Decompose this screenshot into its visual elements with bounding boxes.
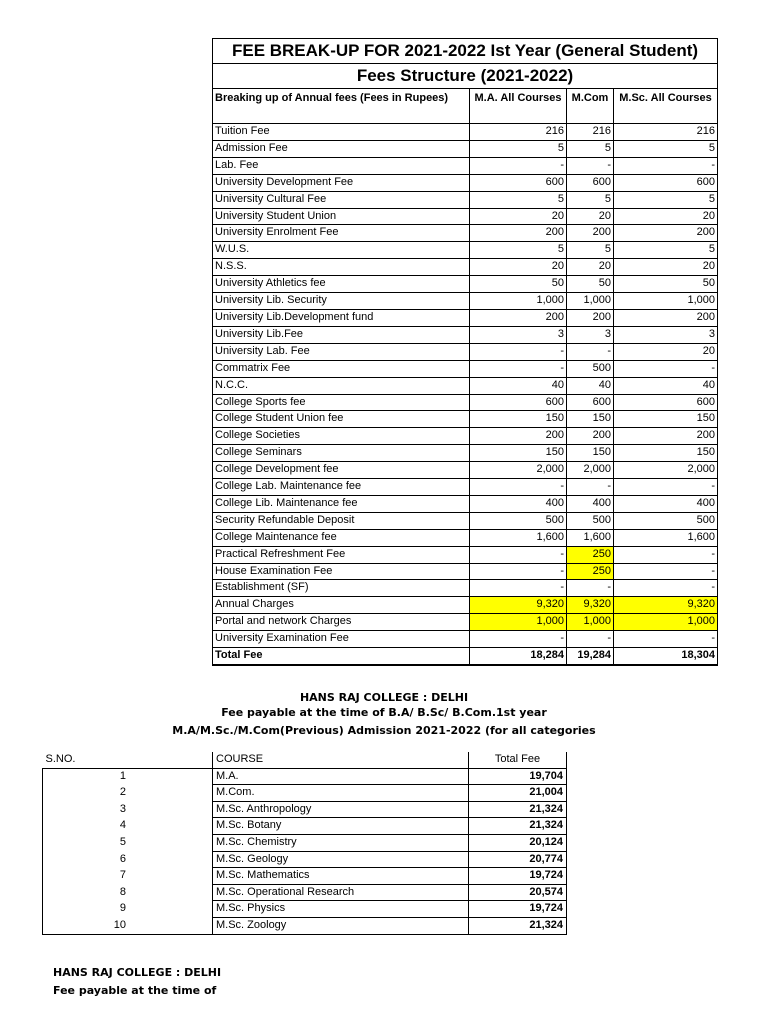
fee-msc-value: 2,000 <box>614 462 718 479</box>
fee-msc-value: - <box>614 563 718 580</box>
fee-ma-value: 216 <box>470 124 567 141</box>
course-sno: 6 <box>43 851 213 868</box>
fee-item-label: Admission Fee <box>213 140 470 157</box>
fee-mcom-value: 20 <box>567 208 614 225</box>
college-name: HANS RAJ COLLEGE : DELHI <box>299 691 469 704</box>
fee-msc-value: 40 <box>614 377 718 394</box>
fee-mcom-value: 250 <box>567 546 614 563</box>
fee-msc-value: - <box>614 479 718 496</box>
fee-mcom-value: 1,600 <box>567 529 614 546</box>
fee-item-label: University Cultural Fee <box>213 191 470 208</box>
fee-row <box>213 428 718 445</box>
course-total-fee: 19,704 <box>469 768 567 785</box>
fee-row <box>213 512 718 529</box>
fee-msc-value: 9,320 <box>614 597 718 614</box>
course-name: M.Com. <box>213 785 469 802</box>
fee-ma-value: - <box>470 157 567 174</box>
fee-row <box>213 343 718 360</box>
course-total-fee: 19,724 <box>469 901 567 918</box>
course-rows <box>43 768 567 934</box>
fee-row <box>213 631 718 648</box>
fee-table-title: FEE BREAK-UP FOR 2021-2022 Ist Year (General Student) <box>213 39 718 64</box>
fee-ma-value: - <box>470 563 567 580</box>
fee-ma-value: 200 <box>470 309 567 326</box>
fee-ma-value: 50 <box>470 276 567 293</box>
fee-row <box>213 614 718 631</box>
fee-ma-value: 20 <box>470 208 567 225</box>
header-breakup: Breaking up of Annual fees (Fees in Rupees) <box>213 89 470 124</box>
course-fee-table <box>42 752 567 935</box>
fee-msc-value: 50 <box>614 276 718 293</box>
fee-item-label: University Examination Fee <box>213 631 470 648</box>
fee-mcom-value: 216 <box>567 124 614 141</box>
fee-row <box>213 377 718 394</box>
fee-row <box>213 326 718 343</box>
course-name: M.Sc. Geology <box>213 851 469 868</box>
footer-fee-payable: Fee payable at the time of <box>53 984 217 997</box>
fee-msc-value: 600 <box>614 394 718 411</box>
fee-ma-value: 1,000 <box>470 614 567 631</box>
fee-ma-value: - <box>470 546 567 563</box>
fee-row <box>213 411 718 428</box>
fee-ma-value: 500 <box>470 512 567 529</box>
course-name: M.A. <box>213 768 469 785</box>
fee-mcom-value: 3 <box>567 326 614 343</box>
course-sno: 7 <box>43 868 213 885</box>
fee-row <box>213 208 718 225</box>
fee-ma-value: 5 <box>470 191 567 208</box>
fee-ma-value: 600 <box>470 394 567 411</box>
fee-table-subtitle: Fees Structure (2021-2022) <box>213 64 718 89</box>
fee-mcom-value: 400 <box>567 495 614 512</box>
fee-msc-value: 500 <box>614 512 718 529</box>
fee-breakup-table <box>212 38 718 666</box>
course-total-fee: 21,324 <box>469 917 567 934</box>
fee-row <box>213 563 718 580</box>
fee-item-label: College Sports fee <box>213 394 470 411</box>
fee-ma-value: 9,320 <box>470 597 567 614</box>
fee-mcom-value: - <box>567 479 614 496</box>
course-row <box>43 785 567 802</box>
fee-item-label: University Development Fee <box>213 174 470 191</box>
fee-item-label: College Lib. Maintenance fee <box>213 495 470 512</box>
fee-ma-value: 40 <box>470 377 567 394</box>
fee-row <box>213 225 718 242</box>
fee-msc-value: 20 <box>614 259 718 276</box>
fee-mcom-value: 150 <box>567 411 614 428</box>
header-course: COURSE <box>213 752 469 768</box>
fee-mcom-value: 1,000 <box>567 614 614 631</box>
course-row <box>43 884 567 901</box>
total-mcom: 19,284 <box>567 648 614 665</box>
fee-row <box>213 191 718 208</box>
fee-msc-value: 1,600 <box>614 529 718 546</box>
fee-mcom-value: 200 <box>567 428 614 445</box>
total-label: Total Fee <box>213 648 470 665</box>
header-ma: M.A. All Courses <box>470 89 567 124</box>
fee-row <box>213 360 718 377</box>
fee-item-label: University Enrolment Fee <box>213 225 470 242</box>
header-total-fee: Total Fee <box>469 752 567 768</box>
fee-mcom-value: 5 <box>567 191 614 208</box>
fee-ma-value: 200 <box>470 225 567 242</box>
course-name: M.Sc. Mathematics <box>213 868 469 885</box>
course-row <box>43 917 567 934</box>
fee-ma-value: 2,000 <box>470 462 567 479</box>
fee-item-label: N.S.S. <box>213 259 470 276</box>
fee-row <box>213 309 718 326</box>
course-sno: 10 <box>43 917 213 934</box>
fee-msc-value: 1,000 <box>614 614 718 631</box>
fee-row <box>213 462 718 479</box>
fee-ma-value: 150 <box>470 411 567 428</box>
fee-item-label: Annual Charges <box>213 597 470 614</box>
course-total-fee: 20,124 <box>469 834 567 851</box>
course-total-fee: 21,324 <box>469 818 567 835</box>
total-ma: 18,284 <box>470 648 567 665</box>
fee-item-label: W.U.S. <box>213 242 470 259</box>
fee-ma-value: 1,000 <box>470 293 567 310</box>
fee-msc-value: 5 <box>614 242 718 259</box>
fee-mcom-value: 600 <box>567 394 614 411</box>
fee-msc-value: 20 <box>614 343 718 360</box>
fee-row <box>213 124 718 141</box>
course-name: M.Sc. Operational Research <box>213 884 469 901</box>
fee-ma-value: 600 <box>470 174 567 191</box>
course-total-fee: 20,774 <box>469 851 567 868</box>
fee-msc-value: 3 <box>614 326 718 343</box>
fee-item-label: Commatrix Fee <box>213 360 470 377</box>
fee-mcom-value: 600 <box>567 174 614 191</box>
fee-item-label: University Lib.Development fund <box>213 309 470 326</box>
fee-ma-value: 150 <box>470 445 567 462</box>
fee-row <box>213 529 718 546</box>
course-sno: 9 <box>43 901 213 918</box>
fee-item-label: College Development fee <box>213 462 470 479</box>
course-sno: 5 <box>43 834 213 851</box>
fee-item-label: University Lab. Fee <box>213 343 470 360</box>
fee-row <box>213 597 718 614</box>
fee-payable-line: Fee payable at the time of B.A/ B.Sc/ B.Com.1st year <box>221 706 547 719</box>
fee-msc-value: - <box>614 157 718 174</box>
fee-msc-value: 150 <box>614 445 718 462</box>
fee-item-label: Practical Refreshment Fee <box>213 546 470 563</box>
fee-msc-value: 200 <box>614 225 718 242</box>
fee-mcom-value: - <box>567 580 614 597</box>
fee-mcom-value: 200 <box>567 225 614 242</box>
header-mcom: M.Com <box>567 89 614 124</box>
course-name: M.Sc. Zoology <box>213 917 469 934</box>
fee-ma-value: - <box>470 580 567 597</box>
course-name: M.Sc. Anthropology <box>213 801 469 818</box>
fee-item-label: Establishment (SF) <box>213 580 470 597</box>
fee-ma-value: 3 <box>470 326 567 343</box>
fee-mcom-value: - <box>567 343 614 360</box>
footer-college-name: HANS RAJ COLLEGE : DELHI <box>53 966 222 979</box>
fee-mcom-value: 40 <box>567 377 614 394</box>
fee-mcom-value: 5 <box>567 140 614 157</box>
fee-msc-value: 200 <box>614 428 718 445</box>
fee-item-label: Tuition Fee <box>213 124 470 141</box>
fee-row <box>213 394 718 411</box>
fee-mcom-value: - <box>567 631 614 648</box>
fee-ma-value: - <box>470 343 567 360</box>
header-msc: M.Sc. All Courses <box>614 89 718 124</box>
course-sno: 3 <box>43 801 213 818</box>
fee-msc-value: 200 <box>614 309 718 326</box>
fee-ma-value: 1,600 <box>470 529 567 546</box>
fee-row <box>213 157 718 174</box>
fee-ma-value: 20 <box>470 259 567 276</box>
fee-mcom-value: 500 <box>567 512 614 529</box>
fee-mcom-value: 9,320 <box>567 597 614 614</box>
fee-item-label: House Examination Fee <box>213 563 470 580</box>
fee-mcom-value: - <box>567 157 614 174</box>
fee-row <box>213 546 718 563</box>
course-sno: 2 <box>43 785 213 802</box>
fee-ma-value: 200 <box>470 428 567 445</box>
course-name: M.Sc. Botany <box>213 818 469 835</box>
header-sno: S.NO. <box>43 752 213 768</box>
course-total-fee: 21,324 <box>469 801 567 818</box>
fee-row <box>213 580 718 597</box>
fee-msc-value: 150 <box>614 411 718 428</box>
admission-line: M.A/M.Sc./M.Com(Previous) Admission 2021-2022 (for all categories <box>172 724 596 737</box>
course-row <box>43 768 567 785</box>
fee-msc-value: 216 <box>614 124 718 141</box>
fee-ma-value: - <box>470 479 567 496</box>
fee-item-label: Portal and network Charges <box>213 614 470 631</box>
fee-msc-value: - <box>614 360 718 377</box>
course-row <box>43 868 567 885</box>
fee-row <box>213 445 718 462</box>
fee-msc-value: - <box>614 580 718 597</box>
fee-item-label: College Societies <box>213 428 470 445</box>
fee-row <box>213 140 718 157</box>
fee-mcom-value: 250 <box>567 563 614 580</box>
course-row <box>43 818 567 835</box>
course-row <box>43 801 567 818</box>
fee-msc-value: 600 <box>614 174 718 191</box>
course-name: M.Sc. Physics <box>213 901 469 918</box>
fee-msc-value: - <box>614 546 718 563</box>
fee-rows <box>213 124 718 648</box>
fee-mcom-value: 200 <box>567 309 614 326</box>
fee-ma-value: - <box>470 631 567 648</box>
fee-item-label: University Lib. Security <box>213 293 470 310</box>
course-sno: 4 <box>43 818 213 835</box>
fee-item-label: College Seminars <box>213 445 470 462</box>
fee-ma-value: 5 <box>470 140 567 157</box>
fee-mcom-value: 1,000 <box>567 293 614 310</box>
fee-mcom-value: 5 <box>567 242 614 259</box>
total-msc: 18,304 <box>614 648 718 665</box>
fee-row <box>213 174 718 191</box>
fee-msc-value: 1,000 <box>614 293 718 310</box>
fee-mcom-value: 50 <box>567 276 614 293</box>
fee-row <box>213 479 718 496</box>
fee-item-label: College Lab. Maintenance fee <box>213 479 470 496</box>
fee-row <box>213 259 718 276</box>
fee-item-label: University Lib.Fee <box>213 326 470 343</box>
fee-msc-value: 5 <box>614 191 718 208</box>
fee-row <box>213 276 718 293</box>
fee-item-label: University Student Union <box>213 208 470 225</box>
fee-mcom-value: 150 <box>567 445 614 462</box>
fee-ma-value: - <box>470 360 567 377</box>
course-row <box>43 851 567 868</box>
course-name: M.Sc. Chemistry <box>213 834 469 851</box>
fee-ma-value: 5 <box>470 242 567 259</box>
fee-row <box>213 293 718 310</box>
fee-item-label: N.C.C. <box>213 377 470 394</box>
course-sno: 1 <box>43 768 213 785</box>
fee-item-label: Security Refundable Deposit <box>213 512 470 529</box>
fee-mcom-value: 20 <box>567 259 614 276</box>
fee-item-label: Lab. Fee <box>213 157 470 174</box>
course-total-fee: 21,004 <box>469 785 567 802</box>
course-row <box>43 834 567 851</box>
fee-row <box>213 495 718 512</box>
fee-ma-value: 400 <box>470 495 567 512</box>
fee-msc-value: 5 <box>614 140 718 157</box>
fee-msc-value: - <box>614 631 718 648</box>
fee-msc-value: 400 <box>614 495 718 512</box>
fee-item-label: College Student Union fee <box>213 411 470 428</box>
course-row <box>43 901 567 918</box>
course-total-fee: 20,574 <box>469 884 567 901</box>
course-total-fee: 19,724 <box>469 868 567 885</box>
course-sno: 8 <box>43 884 213 901</box>
fee-msc-value: 20 <box>614 208 718 225</box>
fee-item-label: College Maintenance fee <box>213 529 470 546</box>
fee-item-label: University Athletics fee <box>213 276 470 293</box>
fee-mcom-value: 500 <box>567 360 614 377</box>
fee-mcom-value: 2,000 <box>567 462 614 479</box>
fee-row <box>213 242 718 259</box>
